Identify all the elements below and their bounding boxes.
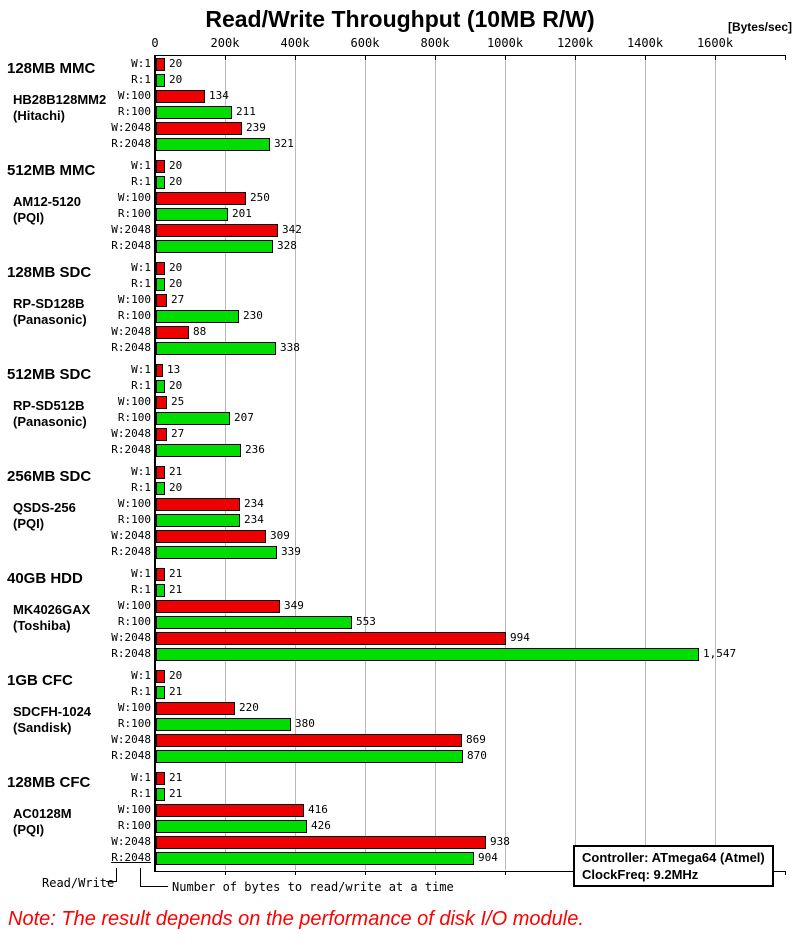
write-bar	[156, 568, 165, 581]
axis-tick	[505, 871, 506, 875]
read-bar	[156, 546, 277, 559]
tick-label-200k: 200k	[210, 36, 240, 50]
bar-value-label: 21	[169, 787, 183, 800]
axis-tick	[435, 56, 436, 60]
device-maker: (Toshiba)	[13, 618, 71, 633]
gridline-600k	[365, 56, 366, 870]
axis-tick	[715, 56, 716, 60]
readwrite-callout-label: Read/Write	[42, 876, 115, 890]
bar-value-label: 309	[270, 529, 290, 542]
bar-value-label: 27	[171, 427, 185, 440]
write-bar	[156, 702, 235, 715]
controller-info-box	[573, 845, 774, 887]
gridline-200k	[225, 56, 226, 870]
device-name: 1GB CFC	[7, 672, 73, 689]
write-bar	[156, 670, 165, 683]
bar-value-label: 20	[169, 175, 183, 188]
read-bar	[156, 820, 307, 833]
axis-tick	[295, 871, 296, 875]
row-label: W:2048	[111, 631, 151, 644]
row-label: W:100	[117, 191, 151, 204]
row-label: R:1	[131, 787, 151, 800]
read-bar	[156, 584, 165, 597]
bar-value-label: 20	[169, 159, 183, 172]
bar-value-label: 25	[171, 395, 185, 408]
device-maker: (Sandisk)	[13, 720, 72, 735]
axis-tick	[505, 56, 506, 60]
bar-value-label: 239	[246, 121, 266, 134]
device-maker: (Panasonic)	[13, 414, 87, 429]
row-label: W:2048	[111, 529, 151, 542]
bar-value-label: 20	[169, 73, 183, 86]
bar-value-label: 321	[274, 137, 294, 150]
bar-value-label: 349	[284, 599, 304, 612]
row-label: W:100	[117, 395, 151, 408]
row-label: W:1	[131, 771, 151, 784]
read-bar	[156, 176, 165, 189]
device-maker: (PQI)	[13, 210, 45, 225]
bar-value-label: 20	[169, 669, 183, 682]
row-label: W:100	[117, 497, 151, 510]
row-label: R:100	[117, 819, 151, 832]
controller-label: Controller: ATmega64 (Atmel)	[582, 850, 765, 865]
callout-line-bytes-horizontal	[140, 886, 168, 887]
device-model: HB28B128MM2	[13, 92, 107, 107]
device-name: 128MB SDC	[7, 264, 92, 281]
row-label: R:100	[117, 309, 151, 322]
device-name: 128MB MMC	[7, 60, 96, 77]
read-bar	[156, 412, 230, 425]
bar-value-label: 88	[193, 325, 207, 338]
callout-line-bytes-vertical	[140, 868, 141, 887]
row-label: W:1	[131, 465, 151, 478]
row-label: R:2048	[111, 851, 151, 864]
bar-value-label: 20	[169, 379, 183, 392]
row-label: R:100	[117, 513, 151, 526]
bar-value-label: 20	[169, 261, 183, 274]
write-bar	[156, 90, 205, 103]
bytes-callout-label: Number of bytes to read/write at a time	[172, 880, 454, 894]
bar-value-label: 426	[311, 819, 331, 832]
row-label: R:2048	[111, 443, 151, 456]
write-bar	[156, 466, 165, 479]
read-bar	[156, 852, 474, 865]
bar-value-label: 201	[232, 207, 252, 220]
row-label: R:2048	[111, 545, 151, 558]
device-model: RP-SD512B	[13, 398, 85, 413]
device-maker: (Panasonic)	[13, 312, 87, 327]
axis-tick-right-edge	[785, 56, 786, 60]
axis-tick	[645, 56, 646, 60]
write-bar	[156, 224, 278, 237]
bar-value-label: 339	[281, 545, 301, 558]
row-label: R:1	[131, 481, 151, 494]
bar-value-label: 20	[169, 57, 183, 70]
write-bar	[156, 192, 246, 205]
gridline-400k	[295, 56, 296, 870]
axis-tick	[365, 56, 366, 60]
bar-value-label: 869	[466, 733, 486, 746]
row-label: R:2048	[111, 647, 151, 660]
write-bar	[156, 600, 280, 613]
write-bar	[156, 632, 506, 645]
row-label: W:1	[131, 567, 151, 580]
bar-value-label: 20	[169, 277, 183, 290]
row-label: W:100	[117, 89, 151, 102]
device-maker: (Hitachi)	[13, 108, 65, 123]
bar-value-label: 938	[490, 835, 510, 848]
write-bar	[156, 428, 167, 441]
row-label: R:1	[131, 175, 151, 188]
row-label: W:100	[117, 803, 151, 816]
row-label: W:100	[117, 293, 151, 306]
gridline-800k	[435, 56, 436, 870]
bar-value-label: 234	[244, 497, 264, 510]
callout-line-readwrite-vertical	[116, 868, 117, 882]
read-bar	[156, 514, 240, 527]
row-label: W:2048	[111, 325, 151, 338]
gridline-1600k	[715, 56, 716, 870]
clockfreq-label: ClockFreq: 9.2MHz	[582, 867, 699, 882]
tick-label-0: 0	[151, 36, 159, 50]
bar-value-label: 220	[239, 701, 259, 714]
tick-label-1400k: 1400k	[626, 36, 664, 50]
bar-value-label: 236	[245, 443, 265, 456]
row-label: W:1	[131, 57, 151, 70]
bar-value-label: 328	[277, 239, 297, 252]
write-bar	[156, 804, 304, 817]
device-name: 128MB CFC	[7, 774, 91, 791]
bar-value-label: 21	[169, 567, 183, 580]
read-bar	[156, 106, 232, 119]
write-bar	[156, 364, 163, 377]
row-label: W:1	[131, 261, 151, 274]
write-bar	[156, 734, 462, 747]
device-model: QSDS-256	[13, 500, 76, 515]
device-name: 256MB SDC	[7, 468, 92, 485]
row-label: W:2048	[111, 835, 151, 848]
read-bar	[156, 788, 165, 801]
tick-label-800k: 800k	[420, 36, 450, 50]
read-bar	[156, 718, 291, 731]
row-label: W:1	[131, 159, 151, 172]
write-bar	[156, 160, 165, 173]
bar-value-label: 13	[167, 363, 181, 376]
row-label: R:100	[117, 411, 151, 424]
device-maker: (PQI)	[13, 822, 45, 837]
row-label: R:100	[117, 717, 151, 730]
device-maker: (PQI)	[13, 516, 45, 531]
bar-value-label: 338	[280, 341, 300, 354]
tick-label-1000k: 1000k	[486, 36, 524, 50]
axis-unit-label: [Bytes/sec]	[727, 20, 792, 34]
device-model: RP-SD128B	[13, 296, 85, 311]
axis-tick	[295, 56, 296, 60]
gridline-1000k	[505, 56, 506, 870]
bar-value-label: 342	[282, 223, 302, 236]
write-bar	[156, 58, 165, 71]
write-bar	[156, 122, 242, 135]
bar-value-label: 207	[234, 411, 254, 424]
chart-title: Read/Write Throughput (10MB R/W)	[205, 6, 595, 32]
axis-tick	[225, 871, 226, 875]
note-text: Note: The result depends on the performance of disk I/O module.	[8, 908, 584, 930]
row-label: R:100	[117, 207, 151, 220]
bar-value-label: 134	[209, 89, 229, 102]
read-bar	[156, 74, 165, 87]
write-bar	[156, 262, 165, 275]
read-bar	[156, 138, 270, 151]
row-label: R:1	[131, 685, 151, 698]
bar-value-label: 21	[169, 583, 183, 596]
read-bar	[156, 648, 699, 661]
row-label: W:2048	[111, 427, 151, 440]
bar-value-label: 870	[467, 749, 487, 762]
axis-tick	[435, 871, 436, 875]
bar-value-label: 230	[243, 309, 263, 322]
read-bar	[156, 444, 241, 457]
device-model: AC0128M	[13, 806, 72, 821]
row-label: R:100	[117, 105, 151, 118]
bar-value-label: 21	[169, 685, 183, 698]
read-bar	[156, 240, 273, 253]
row-label: R:1	[131, 379, 151, 392]
bar-value-label: 27	[171, 293, 185, 306]
bar-value-label: 416	[308, 803, 328, 816]
bar-value-label: 380	[295, 717, 315, 730]
write-bar	[156, 836, 486, 849]
write-bar	[156, 294, 167, 307]
read-bar	[156, 380, 165, 393]
write-bar	[156, 498, 240, 511]
read-bar	[156, 278, 165, 291]
tick-label-1200k: 1200k	[556, 36, 594, 50]
bar-value-label: 553	[356, 615, 376, 628]
axis-tick	[365, 871, 366, 875]
gridline-1200k	[575, 56, 576, 870]
bar-value-label: 21	[169, 465, 183, 478]
device-model: AM12-5120	[13, 194, 81, 209]
device-name: 512MB SDC	[7, 366, 92, 383]
row-label: R:1	[131, 583, 151, 596]
axis-tick	[225, 56, 226, 60]
read-bar	[156, 750, 463, 763]
row-label: W:2048	[111, 121, 151, 134]
plot-area	[155, 55, 785, 871]
read-bar	[156, 208, 228, 221]
read-bar	[156, 686, 165, 699]
write-bar	[156, 530, 266, 543]
read-bar	[156, 482, 165, 495]
tick-label-400k: 400k	[280, 36, 310, 50]
read-bar	[156, 342, 276, 355]
row-label: W:1	[131, 669, 151, 682]
row-label: R:1	[131, 73, 151, 86]
row-label: R:2048	[111, 749, 151, 762]
bar-value-label: 20	[169, 481, 183, 494]
device-name: 40GB HDD	[7, 570, 83, 587]
row-label: W:2048	[111, 223, 151, 236]
row-label: W:100	[117, 701, 151, 714]
bar-value-label: 234	[244, 513, 264, 526]
write-bar	[156, 326, 189, 339]
read-bar	[156, 310, 239, 323]
device-model: SDCFH-1024	[13, 704, 92, 719]
tick-label-600k: 600k	[350, 36, 380, 50]
row-label: W:100	[117, 599, 151, 612]
row-label: R:2048	[111, 137, 151, 150]
row-label: R:1	[131, 277, 151, 290]
device-model: MK4026GAX	[13, 602, 91, 617]
row-label: W:2048	[111, 733, 151, 746]
axis-tick-right-edge	[785, 871, 786, 875]
gridline-1400k	[645, 56, 646, 870]
bar-value-label: 250	[250, 191, 270, 204]
row-label: R:2048	[111, 341, 151, 354]
row-label: R:2048	[111, 239, 151, 252]
row-label: R:100	[117, 615, 151, 628]
device-name: 512MB MMC	[7, 162, 96, 179]
bar-value-label: 904	[478, 851, 498, 864]
read-bar	[156, 616, 352, 629]
axis-tick	[575, 56, 576, 60]
write-bar	[156, 772, 165, 785]
bar-value-label: 1,547	[703, 647, 737, 660]
bar-value-label: 994	[510, 631, 530, 644]
row-label: W:1	[131, 363, 151, 376]
write-bar	[156, 396, 167, 409]
tick-label-1600k: 1600k	[696, 36, 734, 50]
bar-value-label: 211	[236, 105, 256, 118]
bar-value-label: 21	[169, 771, 183, 784]
